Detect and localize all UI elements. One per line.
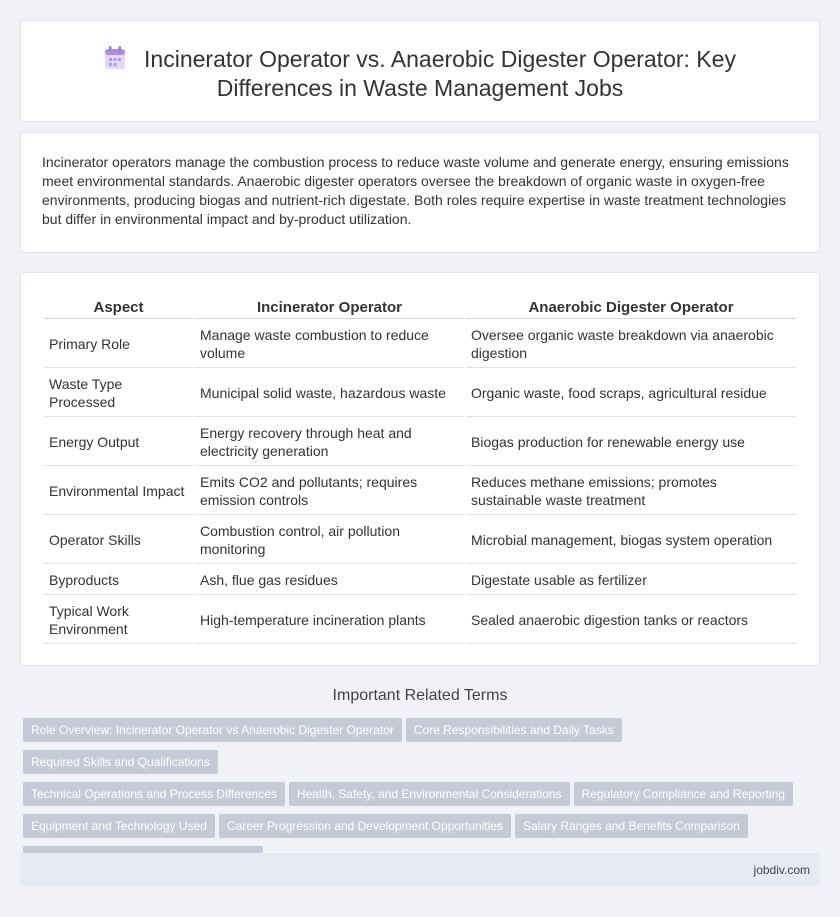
row-aspect: Energy Output	[44, 419, 193, 466]
row-incinerator: Municipal solid waste, hazardous waste	[195, 370, 464, 417]
row-digester: Biogas production for renewable energy use	[466, 419, 796, 466]
row-aspect: Primary Role	[44, 321, 193, 368]
row-digester: Microbial management, biogas system operation	[466, 517, 796, 564]
row-aspect: Waste Type Processed	[44, 370, 193, 417]
table-row	[44, 517, 796, 564]
row-aspect: Operator Skills	[44, 517, 193, 564]
table-row	[44, 597, 796, 644]
row-aspect: Byproducts	[44, 566, 193, 595]
table-row	[44, 321, 796, 368]
related-terms-title: Important Related Terms	[332, 687, 508, 704]
table-header-row	[44, 297, 796, 319]
comparison-card	[20, 272, 820, 666]
comparison-table	[42, 295, 798, 646]
intro-paragraph: Incinerator operators manage the combustion process to reduce waste volume and generate energy, ensuring emissions meet environmental standards. Anaerobic digester operators oversee the breakdown of organic waste in oxygen-free environments, producing biogas and nutrient-rich digestate. Both roles require expertise in waste treatment technologies but differ in environmental impact and by-product utilization.	[42, 154, 789, 227]
table-row	[44, 370, 796, 417]
row-aspect: Environmental Impact	[44, 468, 193, 515]
header-digester: Anaerobic Digester Operator	[466, 297, 796, 319]
row-incinerator: Emits CO2 and pollutants; requires emission controls	[195, 468, 464, 515]
row-incinerator: Energy recovery through heat and electricity generation	[195, 419, 464, 466]
header-incinerator: Incinerator Operator	[195, 297, 464, 319]
row-incinerator: Manage waste combustion to reduce volume	[195, 321, 464, 368]
table-row	[44, 566, 796, 595]
row-aspect: Typical Work Environment	[44, 597, 193, 644]
related-tag[interactable]: Regulatory Compliance and Reporting	[574, 782, 793, 806]
row-incinerator: High-temperature incineration plants	[195, 597, 464, 644]
page-title: Incinerator Operator vs. Anaerobic Digester Operator: Key Differences in Waste Management Jobs	[144, 46, 736, 101]
page-title-wrap	[21, 45, 819, 103]
related-tag[interactable]: Technical Operations and Process Differences	[23, 782, 285, 806]
row-digester: Organic waste, food scraps, agricultural residue	[466, 370, 796, 417]
table-row	[44, 468, 796, 515]
row-digester: Sealed anaerobic digestion tanks or reactors	[466, 597, 796, 644]
related-tag[interactable]: Salary Ranges and Benefits Comparison	[515, 814, 748, 838]
related-tag[interactable]: Required Skills and Qualifications	[23, 750, 218, 774]
row-digester: Oversee organic waste breakdown via anaerobic digestion	[466, 321, 796, 368]
footer-site-link[interactable]: jobdiv.com	[753, 863, 810, 877]
header-aspect: Aspect	[44, 297, 193, 319]
related-tag[interactable]: Equipment and Technology Used	[23, 814, 215, 838]
related-tag[interactable]: Health, Safety, and Environmental Considerations	[289, 782, 570, 806]
calendar-icon	[104, 46, 126, 70]
row-incinerator: Combustion control, air pollution monitoring	[195, 517, 464, 564]
row-incinerator: Ash, flue gas residues	[195, 566, 464, 595]
footer	[20, 853, 820, 886]
related-tag[interactable]: Core Responsibilities and Daily Tasks	[406, 718, 622, 742]
related-tag[interactable]: Role Overview: Incinerator Operator vs Anaerobic Digester Operator	[23, 718, 402, 742]
row-digester: Digestate usable as fertilizer	[466, 566, 796, 595]
title-card	[20, 20, 820, 122]
related-tag[interactable]: Career Progression and Development Opportunities	[219, 814, 511, 838]
intro-card	[20, 132, 820, 253]
row-digester: Reduces methane emissions; promotes sustainable waste treatment	[466, 468, 796, 515]
table-row	[44, 419, 796, 466]
